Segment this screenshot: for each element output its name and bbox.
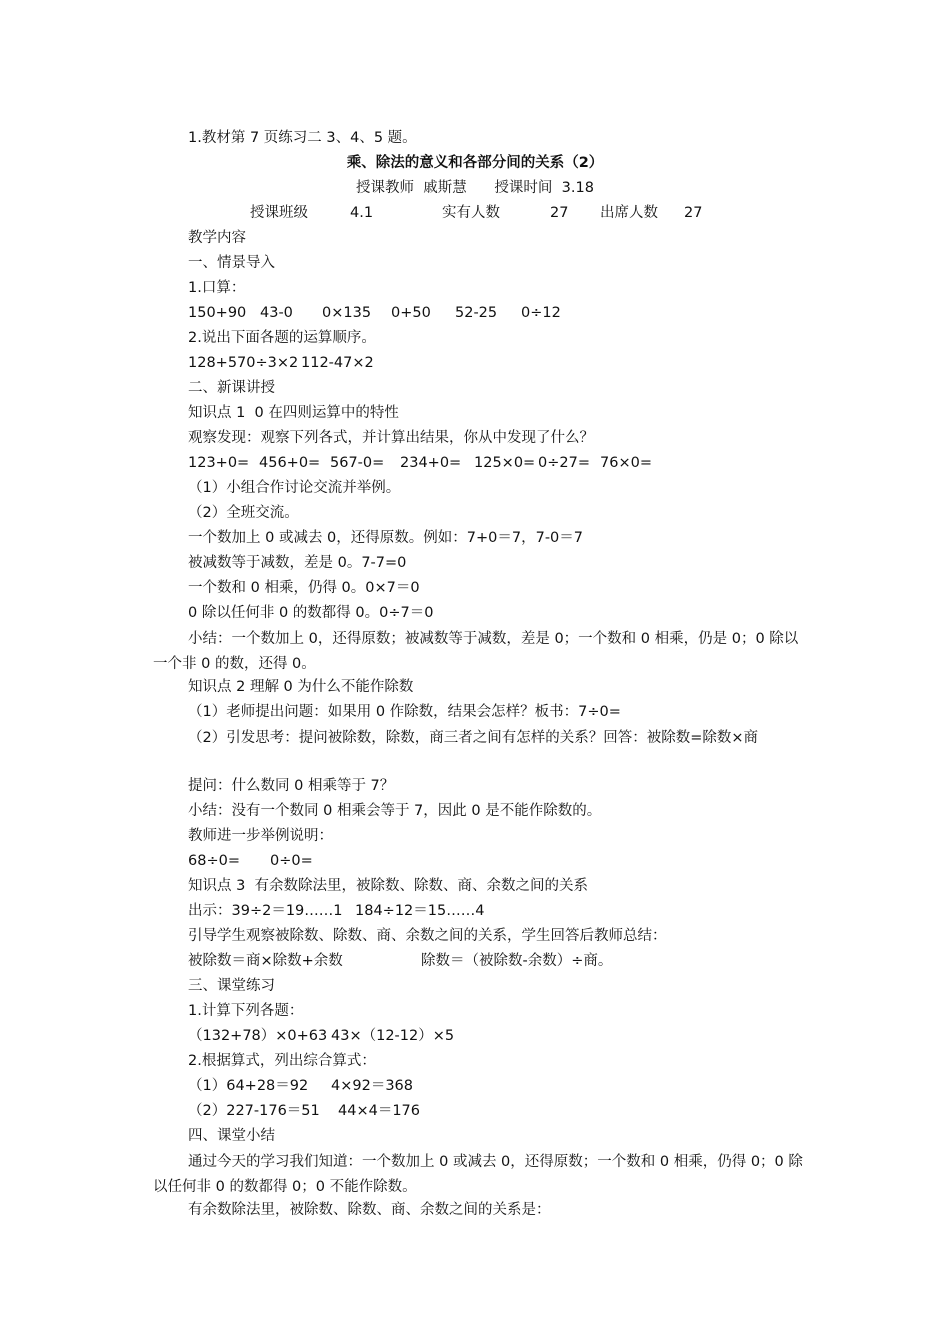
present-label: 出席人数: [600, 205, 658, 221]
section-heading: 教学内容: [188, 230, 246, 246]
section-heading: 二、新课讲授: [188, 380, 275, 396]
oral-calc-row: [188, 303, 561, 323]
present-value: 27: [684, 205, 703, 221]
text-line: 0 除以任何非 0 的数都得 0。0÷7＝0: [188, 605, 434, 621]
expression: 43-0: [260, 305, 293, 321]
expression: （1）64+28＝92: [188, 1078, 309, 1094]
item-heading: 2.根据算式，列出综合算式：: [188, 1053, 376, 1069]
text-line: 被减数等于减数，差是 0。7-7=0: [188, 555, 407, 571]
expression: 43×（12-12）×5: [331, 1028, 455, 1044]
expression: 234+0=: [400, 455, 462, 471]
homework-line: 1.教材第 7 页练习二 3、4、5 题。: [188, 130, 417, 146]
expression: 184÷12＝15……4: [355, 903, 485, 919]
text-line: 引导学生观察被除数、除数、商、余数之间的关系，学生回答后教师总结：: [188, 928, 667, 944]
expression: 125×0=: [474, 455, 536, 471]
text-line: 观察发现：观察下列各式，并计算出结果，你从中发现了什么？: [188, 430, 594, 446]
text-line: 一个数和 0 相乘，仍得 0。0×7＝0: [188, 580, 420, 596]
expression: 出示：39÷2＝19……1: [188, 903, 343, 919]
item-heading: 1.计算下列各题：: [188, 1003, 304, 1019]
class-info-row: [250, 203, 714, 223]
text-line: 提问：什么数同 0 相乘等于 7？: [188, 778, 395, 794]
expression: （132+78）×0+63: [188, 1028, 328, 1044]
section-heading: 一、情景导入: [188, 255, 275, 271]
expression: 456+0=: [259, 455, 321, 471]
text-line: （2）全班交流。: [188, 505, 299, 521]
show-row: [188, 901, 484, 921]
exercise-row: [188, 1026, 454, 1046]
expression: 128+570÷3×2: [188, 355, 299, 371]
expression: 68÷0=: [188, 853, 240, 869]
text-line: 有余数除法里，被除数、除数、商、余数之间的关系是：: [188, 1202, 551, 1218]
text-line: 小结：没有一个数同 0 相乘会等于 7，因此 0 是不能作除数的。: [188, 803, 602, 819]
class-value: 4.1: [350, 205, 374, 221]
observe-row: [188, 453, 652, 473]
lesson-title: 乘、除法的意义和各部分间的关系（2）: [346, 155, 604, 171]
expression: 567-0=: [330, 455, 385, 471]
expression: 150+90: [188, 305, 247, 321]
actual-label: 实有人数: [442, 205, 500, 221]
text-line: 一个数加上 0 或减去 0，还得原数。例如：7+0＝7，7-0＝7: [188, 530, 584, 546]
expression: 除数＝（被除数-余数）÷商。: [421, 953, 613, 969]
expression: 0÷12: [521, 305, 561, 321]
text-line: 教师进一步举例说明：: [188, 828, 333, 844]
expression: 76×0=: [600, 455, 652, 471]
text-paragraph: （2）引发思考：提问被除数，除数，商三者之间有怎样的关系？回答：被除数=除数×商: [188, 730, 759, 746]
class-label: 授课班级: [250, 205, 308, 221]
item-heading: 2.说出下面各题的运算顺序。: [188, 330, 376, 346]
expression: 0+50: [391, 305, 431, 321]
expression: 4×92＝368: [331, 1078, 414, 1094]
actual-value: 27: [550, 205, 569, 221]
knowledge-point: 知识点 1 0 在四则运算中的特性: [188, 405, 399, 421]
example-row: [188, 851, 313, 871]
expression: 44×4＝176: [338, 1103, 421, 1119]
item-heading: 1.口算：: [188, 280, 246, 296]
teacher-info: 授课教师 戚斯慧 授课时间 3.18: [356, 180, 594, 196]
expression: 0÷0=: [270, 853, 313, 869]
summary-paragraph: 小结：一个数加上 0，还得原数；被减数等于减数，差是 0；一个数和 0 相乘，仍是 0；0 除以一个非 0 的数，还得 0。: [153, 631, 799, 672]
text-line: （1）老师提出问题：如果用 0 作除数，结果会怎样？板书：7÷0=: [188, 704, 621, 720]
section-heading: 四、课堂小结: [188, 1128, 275, 1144]
text-line: （1）小组合作讨论交流并举例。: [188, 480, 401, 496]
expression: 被除数＝商×除数+余数: [188, 953, 343, 969]
summary-paragraph: 通过今天的学习我们知道：一个数加上 0 或减去 0，还得原数；一个数和 0 相乘，仍得 0；0 除以任何非 0 的数都得 0；0 不能作除数。: [153, 1154, 803, 1195]
exercise-row: [188, 1076, 413, 1096]
expression: （2）227-176＝51: [188, 1103, 320, 1119]
knowledge-point: 知识点 2 理解 0 为什么不能作除数: [188, 679, 414, 695]
order-row: [188, 353, 374, 373]
expression: 52-25: [455, 305, 498, 321]
exercise-row: [188, 1101, 420, 1121]
relation-row: [188, 951, 612, 971]
knowledge-point: 知识点 3 有余数除法里，被除数、除数、商、余数之间的关系: [188, 878, 589, 894]
expression: 0×135: [322, 305, 372, 321]
expression: 123+0=: [188, 455, 250, 471]
section-heading: 三、课堂练习: [188, 978, 275, 994]
expression: 0÷27=: [538, 455, 590, 471]
expression: 112-47×2: [301, 355, 374, 371]
